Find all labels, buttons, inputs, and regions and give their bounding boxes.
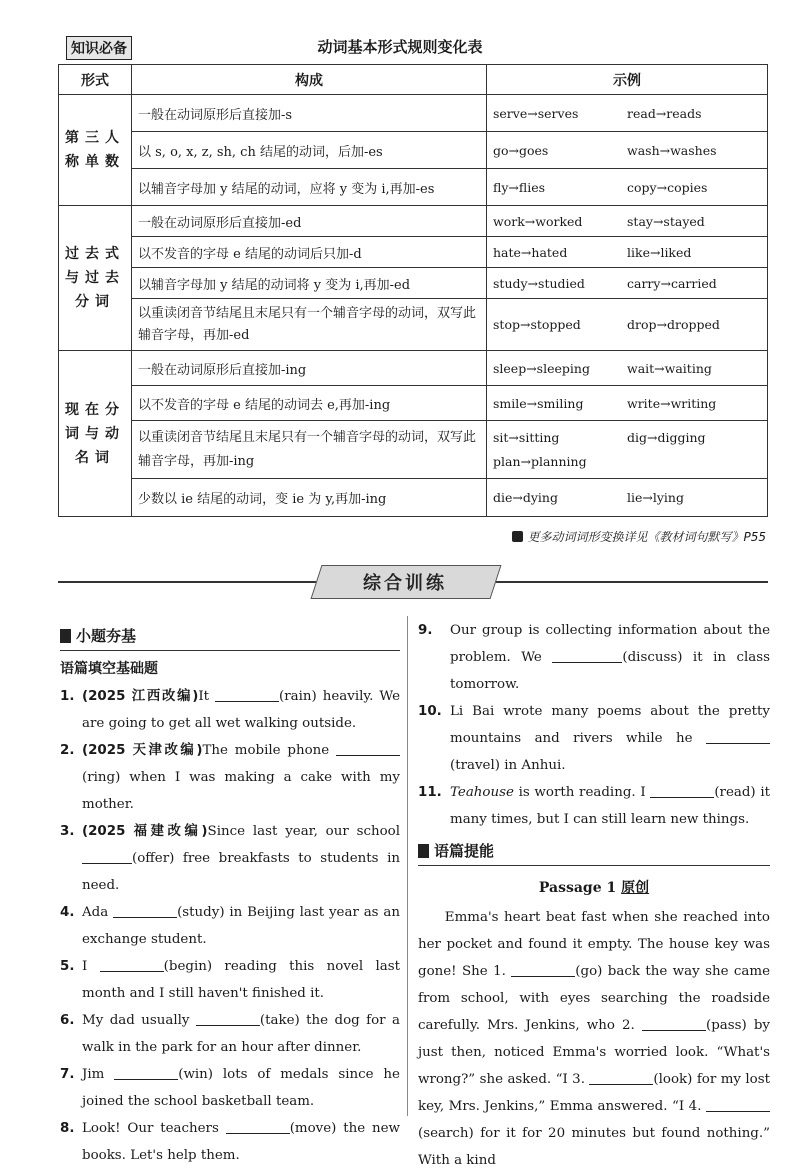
category-third-person: 第三人称单数 bbox=[59, 95, 132, 206]
section-icon bbox=[418, 844, 429, 858]
rule-cell: 少数以 ie 结尾的动词，变 ie 为 y,再加-ing bbox=[132, 479, 487, 517]
section-heading: 语篇提能 bbox=[418, 837, 770, 866]
example-cell: work→worked stay→stayed bbox=[487, 206, 768, 237]
example-cell: serve→serves read→reads bbox=[487, 95, 768, 132]
answer-blank[interactable] bbox=[589, 1070, 653, 1085]
question-item: 1. (2025 江西改编)It (rain) heavily. We are going to get all wet walking outside. bbox=[60, 689, 400, 731]
reference-icon bbox=[512, 531, 523, 542]
rule-cell: 以不发音的字母 e 结尾的动词后只加-d bbox=[132, 237, 487, 268]
subsection-heading: 语篇填空基础题 bbox=[60, 661, 158, 677]
question-item: 9. Our group is collecting information about the problem. We (discuss) it in class tomorrow. bbox=[418, 623, 770, 692]
answer-blank[interactable] bbox=[196, 1011, 260, 1026]
answer-blank[interactable] bbox=[114, 1065, 178, 1080]
verb-forms-table bbox=[58, 64, 768, 517]
section-tag: 知识必备 bbox=[66, 36, 132, 60]
example-cell: fly→flies copy→copies bbox=[487, 169, 768, 206]
left-column bbox=[60, 622, 400, 1169]
example-cell: sit→sitting dig→digging plan→planning bbox=[487, 421, 768, 479]
answer-blank[interactable] bbox=[650, 783, 714, 798]
rule-cell: 以辅音字母加 y 结尾的动词，应将 y 变为 i,再加-es bbox=[132, 169, 487, 206]
answer-blank[interactable] bbox=[552, 648, 622, 663]
question-item: 3. (2025 福建改编)Since last year, our school (offer) free breakfasts to students in need. bbox=[60, 824, 400, 893]
question-item: 2. (2025 天津改编)The mobile phone (ring) when I was making a cake with my mother. bbox=[60, 743, 400, 812]
rule-cell: 以 s, o, x, z, sh, ch 结尾的动词，后加-es bbox=[132, 132, 487, 169]
category-past: 过去式与过去分词 bbox=[59, 206, 132, 351]
rule-cell: 以不发音的字母 e 结尾的动词去 e,再加-ing bbox=[132, 386, 487, 421]
answer-blank[interactable] bbox=[642, 1016, 706, 1031]
example-cell: stop→stopped drop→dropped bbox=[487, 299, 768, 351]
rule-cell: 以重读闭音节结尾且末尾只有一个辅音字母的动词，双写此辅音字母，再加-ing bbox=[132, 421, 487, 479]
answer-blank[interactable] bbox=[706, 729, 770, 744]
divider-line bbox=[58, 581, 316, 583]
example-cell: smile→smiling write→writing bbox=[487, 386, 768, 421]
question-item: 4. Ada (study) in Beijing last year as an exchange student. bbox=[60, 905, 400, 947]
category-present-participle: 现在分词与动名词 bbox=[59, 351, 132, 517]
example-cell: go→goes wash→washes bbox=[487, 132, 768, 169]
answer-blank[interactable] bbox=[100, 957, 164, 972]
question-item: 5. I (begin) reading this novel last month and I still haven't finished it. bbox=[60, 959, 400, 1001]
answer-blank[interactable] bbox=[706, 1097, 770, 1112]
rule-cell: 以辅音字母加 y 结尾的动词将 y 变为 i,再加-ed bbox=[132, 268, 487, 299]
question-item: 6. My dad usually (take) the dog for a walk in the park for an hour after dinner. bbox=[60, 1013, 400, 1055]
rule-cell: 一般在动词原形后直接加-ing bbox=[132, 351, 487, 386]
answer-blank[interactable] bbox=[336, 741, 400, 756]
column-divider bbox=[407, 616, 408, 1116]
passage-text: Emma's heart beat fast when she reached into her pocket and found it empty. The house key was gone! She 1. (go) back the way she came from school, with eyes searching the roadside carefully. Mrs. Jenkins, who 2. (pass) by just then, noticed Emma's worried look. “What's wrong?” she asked. “I 3. (look) for my lost key, Mrs. Jenkins,” Emma answered. “I 4. (search) for it for 20 minutes but found nothing.” With a kind bbox=[418, 910, 771, 1168]
example-cell: die→dying lie→lying bbox=[487, 479, 768, 517]
rule-cell: 以重读闭音节结尾且末尾只有一个辅音字母的动词，双写此辅音字母，再加-ed bbox=[132, 299, 487, 351]
section-icon bbox=[60, 629, 71, 643]
example-cell: study→studied carry→carried bbox=[487, 268, 768, 299]
divider-line bbox=[494, 581, 768, 583]
header-rule: 构成 bbox=[132, 65, 487, 95]
answer-blank[interactable] bbox=[215, 687, 279, 702]
rule-cell: 一般在动词原形后直接加-ed bbox=[132, 206, 487, 237]
header-example: 示例 bbox=[487, 65, 768, 95]
banner-title: 综合训练 bbox=[363, 573, 447, 594]
header-form: 形式 bbox=[59, 65, 132, 95]
question-item: 8. Look! Our teachers (move) the new books. Let's help them. bbox=[60, 1121, 401, 1163]
rule-cell: 一般在动词原形后直接加-s bbox=[132, 95, 487, 132]
example-cell: sleep→sleeping wait→waiting bbox=[487, 351, 768, 386]
table-title: 动词基本形式规则变化表 bbox=[317, 38, 483, 56]
question-item: 7. Jim (win) lots of medals since he joined the school basketball team. bbox=[60, 1067, 400, 1109]
section-heading: 小题夯基 bbox=[60, 622, 400, 651]
question-item: 10. Li Bai wrote many poems about the pretty mountains and rivers while he (travel) in Anhui. bbox=[418, 704, 770, 773]
answer-blank[interactable] bbox=[511, 962, 575, 977]
answer-blank[interactable] bbox=[82, 849, 132, 864]
passage-title: Passage 1 原创 bbox=[538, 880, 650, 896]
example-cell: hate→hated like→liked bbox=[487, 237, 768, 268]
reference-note: 更多动词词形变换详见《教材词句默写》P55 bbox=[512, 528, 766, 545]
right-column bbox=[418, 617, 770, 1174]
answer-blank[interactable] bbox=[113, 903, 177, 918]
question-item: 11. Teahouse is worth reading. I (read) it many times, but I can still learn new things. bbox=[418, 785, 771, 827]
